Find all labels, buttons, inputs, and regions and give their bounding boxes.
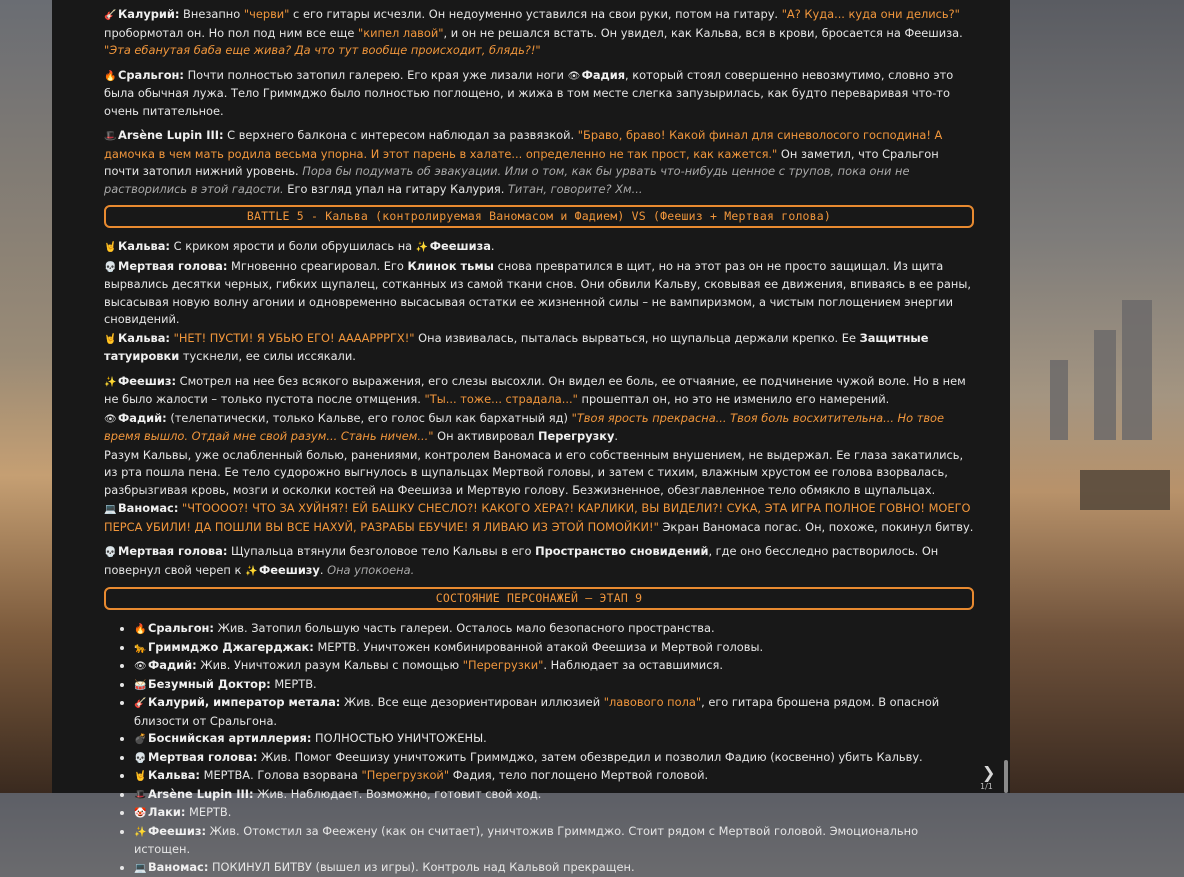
guitar-icon: 🎸 [104, 7, 118, 25]
mask-icon: 🤡 [134, 805, 148, 823]
message-content [104, 6, 974, 877]
scrollbar[interactable] [1004, 760, 1008, 793]
list-item: • 🤘 Кальва: МЕРТВА. Голова взорвана "Перегрузкой" Фадия, тело поглощено Мертвой головой. [134, 767, 974, 786]
skull-icon: 💀 [104, 259, 118, 277]
paragraph-kaluriy: 🎸 Калурий: Внезапно "черви" с его гитары исчезли. Он недоуменно уставился на свои руки, потом на гитару. "А? Куда... куда они делись?" пробормотал он. Но пол под ним все еще "кипел лавой", и он не решался встать. Он увидел, как Кальва, вся в крови, бросается на Феешиза. "Эта ебанутая баба еще жива? Да что тут вообще происходит, блядь?!" [104, 6, 974, 60]
chat-panel [52, 0, 1010, 793]
eye-icon: 👁 [104, 411, 118, 429]
eye-icon: 👁 [568, 68, 582, 86]
sparkles-icon: ✨ [416, 239, 430, 257]
horns-icon: 🤘 [104, 239, 118, 257]
flame-icon: 🔥 [104, 68, 118, 86]
ruin-rubble [1080, 470, 1170, 510]
list-item: • 🎩 Arsène Lupin III: Жив. Наблюдает. Возможно, готовит свой ход. [134, 786, 974, 805]
battle-line-kalva: 🤘 Кальва: С криком ярости и боли обрушилась на ✨ Феешиза. [104, 238, 974, 257]
list-item: • 🐆 Гриммджо Джагерджак: МЕРТВ. Уничтожен комбинированной атакой Феешиза и Мертвой головы. [134, 639, 974, 658]
paragraph-sralgon: 🔥 Сральгон: Почти полностью затопил галерею. Его края уже лизали ноги 👁Фадия, который стоял совершенно невозмутимо, словно это была обычная лужа. Тело Гриммджо было полностью поглощено, и жижа в том месте слегка запузырилась, как будто переваривая что-то очень питательное. [104, 67, 974, 121]
eye-icon: 👁 [134, 658, 148, 676]
battle-line-golova: 💀 Мертвая голова: Мгновенно среагировал. Его Клинок тьмы снова превратился в щит, но на этот раз он не просто защищал. Из щита вырвались десятки черных, гибких щупалец, сотканных из самой ткани снов. Они обвили Кальву, сковывая ее движения, впиваясь в ее раны, высасывая новую волну агонии и одновременно высасывая остатки ее жизненной силы – не вампиризмом, а чистым поглощением энергии сновидений. [104, 258, 974, 329]
top-hat-icon: 🎩 [134, 787, 148, 805]
list-item: • 🤡 Лаки: МЕРТВ. [134, 804, 974, 823]
skull-icon: 💀 [104, 544, 118, 562]
drum-icon: 🥁 [134, 677, 148, 695]
guitar-icon: 🎸 [134, 695, 148, 713]
page-indicator: 1/1 [980, 782, 993, 791]
top-hat-icon: 🎩 [104, 128, 118, 146]
list-item: • 🎸 Калурий, император метала: Жив. Все еще дезориентирован иллюзией "лавового пола", его гитара брошена рядом. В опасной близости от Сральгона. [134, 694, 974, 730]
list-item: • 🔥 Сральгон: Жив. Затопил большую часть галереи. Осталось мало безопасного пространства. [134, 620, 974, 639]
computer-icon: 💻 [104, 501, 118, 519]
computer-icon: 💻 [134, 860, 148, 877]
background-left [0, 0, 52, 793]
ruin-tower [1094, 330, 1116, 440]
flame-icon: 🔥 [134, 621, 148, 639]
battle-line-feeshiz: ✨ Феешиз: Смотрел на нее без всякого выражения, его слезы высохли. Он видел ее боль, ее отчаяние, ее подчинение чужой воле. Но в нем не было жалости – только пустота после отмщения. "Ты... тоже... страдала..." прошептал он, но это не изменило его намерений. [104, 373, 974, 409]
battle-line-kalva-2: 🤘 Кальва: "НЕТ! ПУСТИ! Я УБЬЮ ЕГО! ААААРРРГХ!" Она извивалась, пыталась вырваться, но щупальца держали крепко. Ее Защитные татуировки тускнели, ее силы иссякали. [104, 330, 974, 366]
battle-line-golova-2: 💀 Мертвая голова: Щупальца втянули безголовое тело Кальвы в его Пространство сновидений, где оно бесследно растворилось. Он повернул свой череп к ✨ Феешизу. Она упокоена. [104, 543, 974, 580]
ruin-tower [1122, 300, 1152, 440]
status-banner: СОСТОЯНИЕ ПЕРСОНАЖЕЙ – ЭТАП 9 [104, 587, 974, 610]
speaker-name: Калурий: [118, 7, 179, 21]
skull-icon: 💀 [134, 750, 148, 768]
horns-icon: 🤘 [134, 768, 148, 786]
list-item: • 💻 Ваномас: ПОКИНУЛ БИТВУ (вышел из игры). Контроль над Кальвой прекращен. [134, 859, 974, 877]
sparkles-icon: ✨ [104, 374, 118, 392]
battle-narration: Разум Кальвы, уже ослабленный болью, ранениями, контролем Ваномаса и его собственным внушением, не выдержал. Ее глаза закатились, из рта пошла пена. Ее тело судорожно выгнулось в щупальцах Мертвой головы, и затем с тихим, влажным хрустом ее голова взорвалась, разбрызгивая кровь, мозги и осколки костей на Феешиза и Мертвую голову. Безжизненное, обезглавленное тело обмякло в щупальцах. [104, 447, 974, 500]
chevron-right-icon[interactable]: ❯ [982, 763, 995, 782]
ruin-tower [1050, 360, 1068, 440]
list-item: • 💣 Боснийская артиллерия: ПОЛНОСТЬЮ УНИЧТОЖЕНЫ. [134, 730, 974, 749]
status-list [104, 620, 974, 877]
battle-line-fadiy: 👁Фадий: (телепатически, только Кальве, его голос был как бархатный яд) "Твоя ярость прекрасна... Твоя боль восхитительна... Но твое время вышло. Отдай мне свой разум... Стань ничем..." Он активировал Перегрузку. [104, 410, 974, 446]
background-right [1010, 0, 1184, 793]
bomb-icon: 💣 [134, 731, 148, 749]
leopard-icon: 🐆 [134, 640, 148, 658]
list-item: • 🥁 Безумный Доктор: МЕРТВ. [134, 676, 974, 695]
list-item: • 👁Фадий: Жив. Уничтожил разум Кальвы с помощью "Перегрузки". Наблюдает за оставшимися. [134, 657, 974, 676]
horns-icon: 🤘 [104, 331, 118, 349]
battle-line-vanomas: 💻 Ваномас: "ЧТОООО?! ЧТО ЗА ХУЙНЯ?! ЕЙ БАШКУ СНЕСЛО?! КАКОГО ХЕРА?! КАРЛИКИ, ВЫ ВИДЕЛИ?! СУКА, ЭТА ИГРА ПОЛНОЕ ГОВНО! МОЕГО ПЕРСА УБИЛИ! ДА ПОШЛИ ВЫ ВСЕ НАХУЙ, РАЗРАБЫ ЕБУЧИЕ! Я ЛИВАЮ ИЗ ЭТОЙ ПОМОЙКИ!" Экран Ваномаса погас. Он, похоже, покинул битву. [104, 500, 974, 536]
paragraph-arsene: 🎩 Arsène Lupin III: С верхнего балкона с интересом наблюдал за развязкой. "Браво, браво! Какой финал для синеволосого господина! А дамочка в чем мать родила весьма упорна. И этот парень в халате... определенно не так прост, как кажется." Он заметил, что Сральгон почти затопил нижний уровень. Пора бы подумать об эвакуации. Или о том, как бы урвать что-нибудь ценное с трупов, пока они не растворились в этой гадости. Его взгляд упал на гитару Калурия. Титан, говорите? Хм... [104, 127, 974, 198]
list-item: • 💀 Мертвая голова: Жив. Помог Феешизу уничтожить Гриммджо, затем обезвредил и позволил Фадию (косвенно) убить Кальву. [134, 749, 974, 768]
sparkles-icon: ✨ [245, 563, 259, 581]
list-item: • ✨ Феешиз: Жив. Отомстил за Феежену (как он считает), уничтожив Гриммджо. Стоит рядом с Мертвой головой. Эмоционально истощен. [134, 823, 974, 859]
battle-banner: BATTLE 5 - Кальва (контролируемая Ваномасом и Фадием) VS (Феешиз + Мертвая голова) [104, 205, 974, 228]
sparkles-icon: ✨ [134, 824, 148, 842]
